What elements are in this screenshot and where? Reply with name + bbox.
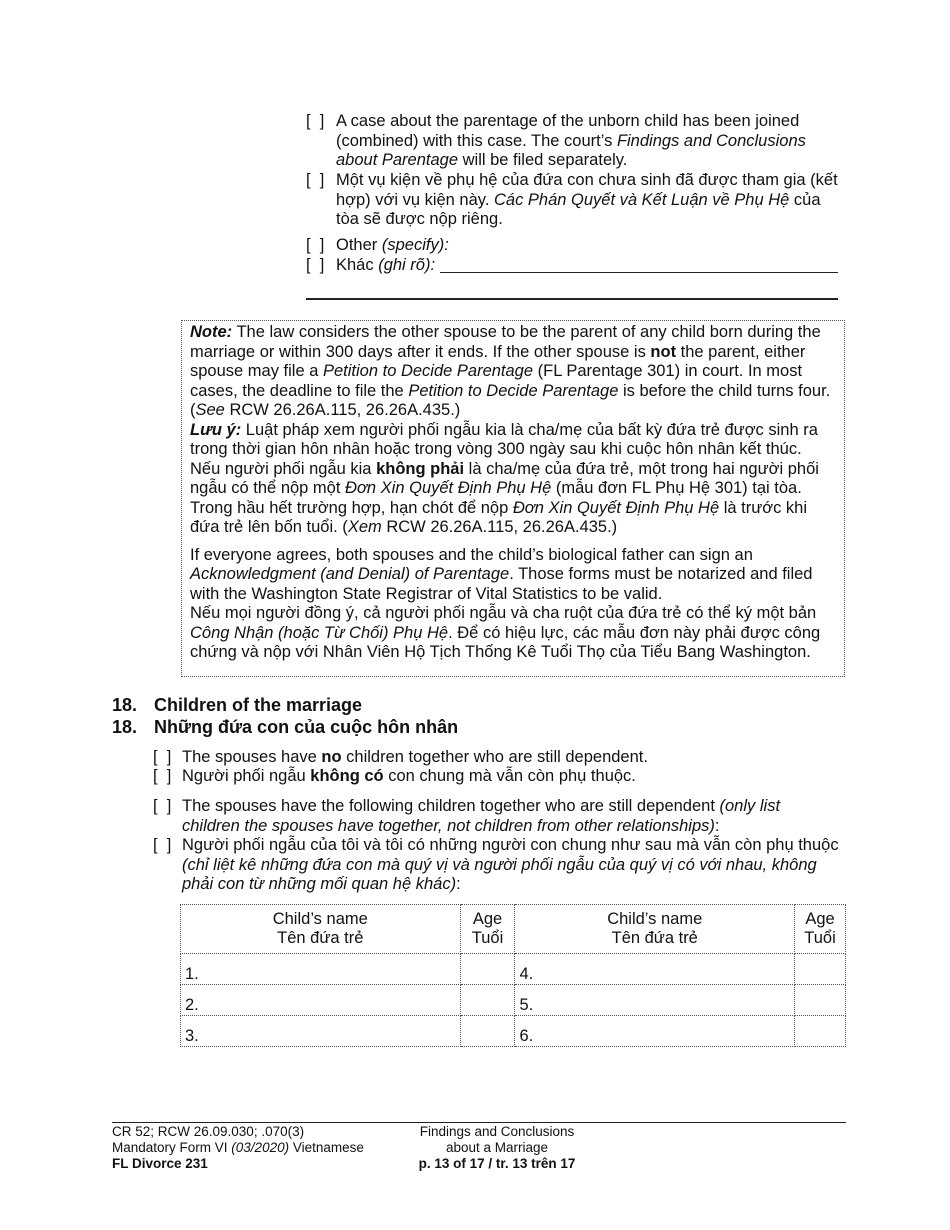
child-age-cell[interactable] (795, 954, 846, 985)
table-row (181, 985, 846, 1016)
child-name-header: Child’s name Tên đứa trẻ (515, 905, 795, 954)
acknowledgment-en: If everyone agrees, both spouses and the child’s biological father can sign an Acknowledgment (and Denial) of Parentage. Those forms must be notarized and filed with the Washington State Registrar of Vital Statistics to be valid. (190, 545, 813, 603)
child-name-cell[interactable]: 3. (181, 1016, 461, 1047)
child-name-cell[interactable]: 6. (515, 1016, 795, 1047)
page-number: p. 13 of 17 / tr. 13 trên 17 (418, 1156, 576, 1171)
option-other-en: [ ] Other (specify): (306, 236, 449, 254)
other-specify-line-2[interactable] (306, 298, 838, 300)
child-name-cell[interactable]: 1. (181, 954, 461, 985)
child-name-cell[interactable]: 4. (515, 954, 795, 985)
form-number: FL Divorce 231 (112, 1156, 208, 1171)
child-age-cell[interactable] (460, 1016, 515, 1047)
child-name-header: Child’s name Tên đứa trẻ (181, 905, 461, 954)
table-row (181, 954, 846, 985)
children-table-header (181, 905, 846, 954)
children-table (180, 904, 846, 1047)
footer-center: Findings and Conclusions about a Marriage p. 13 of 17 / tr. 13 trên 17 (402, 1124, 592, 1172)
footer-rule (112, 1122, 846, 1123)
child-name-cell[interactable]: 2. (181, 985, 461, 1016)
other-specify-line[interactable] (440, 272, 838, 273)
child-age-cell[interactable] (460, 954, 515, 985)
age-header: Age Tuổi (460, 905, 515, 954)
child-age-cell[interactable] (460, 985, 515, 1016)
age-header: Age Tuổi (795, 905, 846, 954)
checkbox[interactable]: [ ] (306, 112, 325, 130)
checkbox[interactable]: [ ] (153, 748, 172, 766)
checkbox[interactable]: [ ] (153, 836, 172, 854)
option-children-vi: [ ] Người phối ngẫu của tôi và tôi có những người con chung như sau mà vẫn còn phụ thuộc (chỉ liệt kê những đứa con mà quý vị và người phối ngẫu của quý vị có với nhau, không phải con từ những mối quan hệ khác): (153, 836, 839, 893)
child-age-cell[interactable] (795, 985, 846, 1016)
child-name-cell[interactable]: 5. (515, 985, 795, 1016)
option-other-vi: [ ] Khác (ghi rõ): (306, 256, 436, 274)
child-age-cell[interactable] (795, 1016, 846, 1047)
option-no-children-en: [ ] The spouses have no children together who are still dependent. (153, 748, 648, 766)
option-parentage-joined-en: [ ] A case about the parentage of the unborn child has been joined (combined) with this case. The court’s Findings and Conclusions about Parentage will be filed separately. (306, 112, 806, 169)
note-vi: Lưu ý: Luật pháp xem người phối ngẫu kia là cha/mẹ của bất kỳ đứa trẻ được sinh ra trong thời gian hôn nhân hoặc trong vòng 300 ngày sau khi cuộc hôn nhân kết thúc. Nếu người phối ngẫu kia không phải là cha/mẹ của đứa trẻ, một trong hai người phối ngẫu có thể nộp một Đơn Xin Quyết Định Phụ Hệ (mẫu đơn FL Phụ Hệ 301) tại tòa. Trong hầu hết trường hợp, hạn chót để nộp Đơn Xin Quyết Định Phụ Hệ là trước khi đứa trẻ lên bốn tuổi. (Xem RCW 26.26A.115, 26.26A.435.) (190, 420, 819, 536)
note-box (181, 320, 845, 677)
checkbox[interactable]: [ ] (306, 171, 325, 189)
checkbox[interactable]: [ ] (153, 767, 172, 785)
option-parentage-joined-vi: [ ] Một vụ kiện về phụ hệ của đứa con chưa sinh đã được tham gia (kết hợp) với vụ kiện này. Các Phán Quyết và Kết Luận về Phụ Hệ của tòa sẽ được nộp riêng. (306, 171, 838, 228)
checkbox[interactable]: [ ] (153, 797, 172, 815)
footer-left: CR 52; RCW 26.09.030; .070(3) Mandatory Form VI (03/2020) Vietnamese FL Divorce 231 (112, 1124, 412, 1172)
acknowledgment-vi: Nếu mọi người đồng ý, cả người phối ngẫu và cha ruột của đứa trẻ có thể ký một bản Công Nhận (hoặc Từ Chối) Phụ Hệ. Để có hiệu lực, các mẫu đơn này phải được công chứng và nộp với Nhân Viên Hộ Tịch Thống Kê Tuổi Thọ của Tiểu Bang Washington. (190, 604, 821, 661)
table-row (181, 1016, 846, 1047)
note-en: Note: The law considers the other spouse to be the parent of any child born during the marriage or within 300 days after it ends. If the other spouse is not the parent, either spouse may file a Petition to Decide Parentage (FL Parentage 301) in court. In most cases, the deadline to file the Petition to Decide Parentage is before the child turns four. (See RCW 26.26A.115, 26.26A.435.) (190, 323, 831, 419)
checkbox[interactable]: [ ] (306, 256, 325, 274)
option-children-en: [ ] The spouses have the following children together who are still dependent (only list children the spouses have together, not children from other relationships): (153, 797, 781, 835)
checkbox[interactable]: [ ] (306, 236, 325, 254)
option-no-children-vi: [ ] Người phối ngẫu không có con chung mà vẫn còn phụ thuộc. (153, 767, 636, 785)
